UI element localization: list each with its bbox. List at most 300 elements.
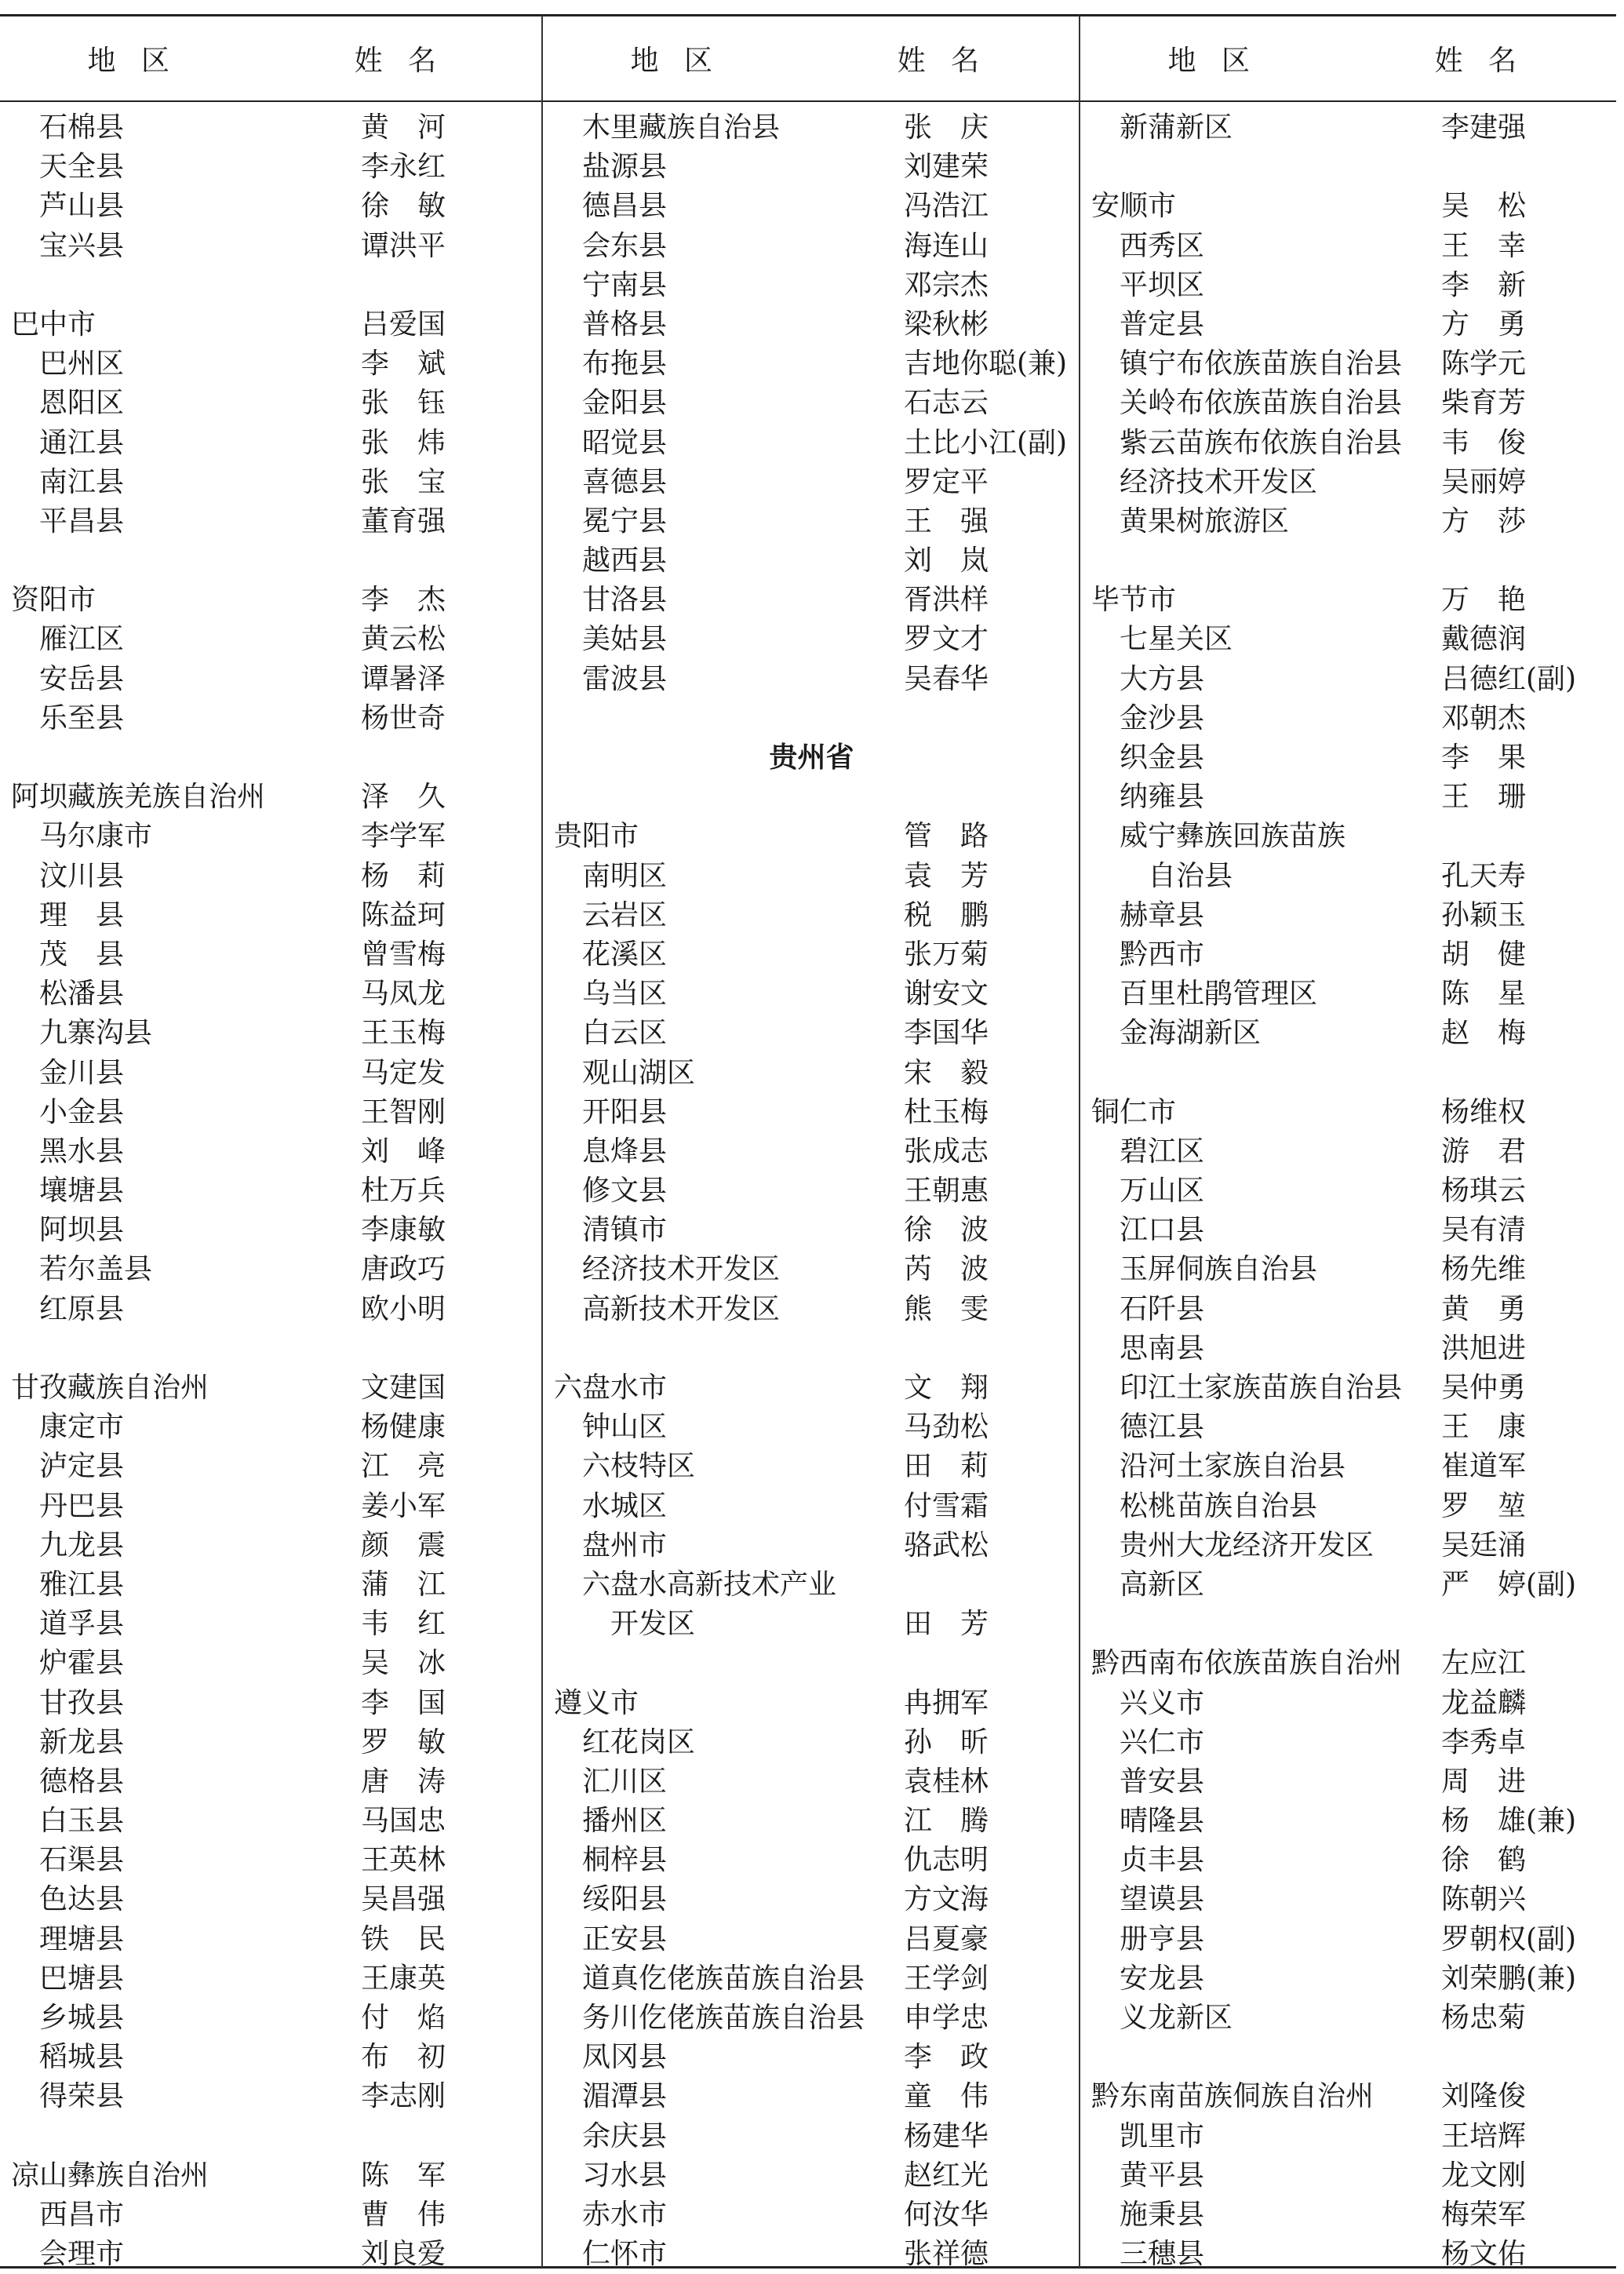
city-row [1080, 1644, 1618, 1683]
person-name: 熊 雯 [904, 1292, 989, 1325]
region-name: 巴塘县 [39, 1962, 125, 1995]
region-name: 金沙县 [1120, 702, 1205, 734]
table-row [0, 1290, 537, 1329]
table-row [0, 463, 537, 502]
region-name: 会东县 [582, 229, 668, 262]
city-row [543, 1684, 1080, 1723]
region-name: 印江土家族苗族自治县 [1120, 1372, 1403, 1404]
table-row [543, 344, 1080, 384]
table-row [1080, 108, 1618, 148]
table-row [1080, 1762, 1618, 1802]
table-row [543, 660, 1080, 699]
region-name: 理塘县 [39, 1922, 125, 1955]
region-name: 望谟县 [1120, 1883, 1205, 1916]
region-name: 芦山县 [39, 190, 125, 223]
spacer-row [543, 1644, 1080, 1683]
header-region: 地区 [630, 44, 738, 77]
header-name: 姓名 [1434, 44, 1542, 77]
region-name: 石阡县 [1120, 1292, 1205, 1325]
table-row [0, 1565, 537, 1605]
table-row [1080, 266, 1618, 305]
table-row [543, 1211, 1080, 1250]
region-name: 泸定县 [39, 1450, 125, 1483]
region-name: 金海湖新区 [1120, 1017, 1262, 1050]
region-name: 安顺市 [1091, 190, 1177, 223]
person-name: 吕德红(副) [1441, 662, 1577, 695]
person-name: 刘建荣 [904, 151, 989, 184]
region-name: 开发区 [610, 1608, 696, 1641]
region-name: 开阳县 [582, 1095, 668, 1128]
table-row [543, 1999, 1080, 2038]
table-row [543, 1841, 1080, 1880]
table-row [0, 620, 537, 659]
person-name: 杨维权 [1441, 1095, 1527, 1128]
person-name: 税 鹏 [904, 898, 989, 931]
region-name: 汇川区 [582, 1765, 668, 1798]
person-name: 杨 莉 [361, 859, 446, 892]
table-row [543, 2235, 1080, 2274]
table-row [543, 2077, 1080, 2116]
region-name: 赤水市 [582, 2198, 668, 2231]
table-row [543, 1920, 1080, 1959]
table-row [543, 1014, 1080, 1053]
person-name: 陈学元 [1441, 348, 1527, 381]
region-name: 兴义市 [1120, 1686, 1205, 1719]
person-name: 杨世奇 [361, 702, 446, 734]
region-name: 道真仡佬族苗族自治县 [582, 1962, 865, 1995]
region-name: 阿坝藏族羌族自治州 [11, 781, 266, 814]
region-name: 百里杜鹃管理区 [1120, 978, 1318, 1011]
region-name: 甘孜藏族自治州 [11, 1372, 209, 1404]
region-name: 安岳县 [39, 662, 125, 695]
person-name: 铁 民 [361, 1922, 446, 1955]
region-name: 关岭布依族苗族自治县 [1120, 387, 1403, 420]
region-name: 小金县 [39, 1095, 125, 1128]
region-name: 汶川县 [39, 859, 125, 892]
region-name: 盘州市 [582, 1529, 668, 1562]
table-row [0, 502, 537, 541]
region-name: 威宁彝族回族苗族 [1120, 820, 1346, 853]
region-name: 冕宁县 [582, 505, 668, 538]
person-name: 方文海 [904, 1883, 989, 1916]
region-name: 务川仡佬族苗族自治县 [582, 2002, 865, 2034]
spacer-row [1080, 541, 1618, 581]
table-row [543, 1172, 1080, 1211]
table-row [1080, 660, 1618, 699]
region-name: 清镇市 [582, 1214, 668, 1247]
table-row [0, 2038, 537, 2077]
spacer-row [0, 266, 537, 305]
table-row [543, 2117, 1080, 2156]
table-row [543, 108, 1080, 148]
person-name: 谭暑泽 [361, 662, 446, 695]
person-name: 付 焰 [361, 2002, 446, 2034]
person-name: 张 钰 [361, 387, 446, 420]
region-name: 桐梓县 [582, 1844, 668, 1877]
person-name: 冯浩江 [904, 190, 989, 223]
region-name: 三穗县 [1120, 2238, 1205, 2271]
person-name: 杨 雄(兼) [1441, 1805, 1577, 1838]
person-name: 土比小江(副) [904, 426, 1068, 459]
person-name: 马凤龙 [361, 978, 446, 1011]
table-row [1080, 1368, 1618, 1408]
person-name: 田 莉 [904, 1450, 989, 1483]
spacer-row [543, 699, 1080, 738]
table-row [1080, 2156, 1618, 2196]
table-row [1080, 857, 1618, 896]
person-name: 胡 健 [1441, 938, 1527, 971]
table-row [0, 699, 537, 738]
person-name: 吴有清 [1441, 1214, 1527, 1247]
table-row [0, 2235, 537, 2274]
table-row [543, 975, 1080, 1014]
region-name: 镇宁布依族苗族自治县 [1120, 348, 1403, 381]
person-name: 李秀卓 [1441, 1726, 1527, 1758]
person-name: 刘良爱 [361, 2238, 446, 2271]
region-name: 玉屏侗族自治县 [1120, 1253, 1318, 1286]
person-name: 袁桂林 [904, 1765, 989, 1798]
region-name: 壤塘县 [39, 1175, 125, 1208]
region-name: 巴州区 [39, 348, 125, 381]
region-name: 习水县 [582, 2159, 668, 2192]
table-row [543, 620, 1080, 659]
table-row [0, 1762, 537, 1802]
table-row [543, 1605, 1080, 1644]
person-name: 董育强 [361, 505, 446, 538]
person-name: 杨健康 [361, 1411, 446, 1444]
province-heading [543, 738, 1080, 778]
person-name: 李国华 [904, 1017, 989, 1050]
person-name: 罗 堃 [1441, 1489, 1527, 1522]
person-name: 方 莎 [1441, 505, 1527, 538]
person-name: 刘 岚 [904, 545, 989, 578]
table-row [543, 1487, 1080, 1526]
table-row [543, 1723, 1080, 1762]
region-name: 安龙县 [1120, 1962, 1205, 1995]
person-name: 万 艳 [1441, 584, 1527, 617]
table-row [0, 148, 537, 187]
region-name: 通江县 [39, 426, 125, 459]
region-name: 织金县 [1120, 742, 1205, 774]
person-name: 李建强 [1441, 111, 1527, 144]
region-name: 黔东南苗族侗族自治州 [1091, 2080, 1375, 2113]
person-name: 张 庆 [904, 111, 989, 144]
person-name: 刘荣鹏(兼) [1441, 1962, 1577, 1995]
person-name: 蒲 江 [361, 1568, 446, 1601]
spacer-row [543, 778, 1080, 817]
city-row [1080, 1093, 1618, 1132]
city-row [0, 778, 537, 817]
person-name: 戴德润 [1441, 623, 1527, 656]
region-name: 金川县 [39, 1056, 125, 1089]
region-name: 黔西南布依族苗族自治州 [1091, 1647, 1403, 1680]
region-name: 宁南县 [582, 268, 668, 301]
person-name: 芮 波 [904, 1253, 989, 1286]
table-row [543, 857, 1080, 896]
region-name: 纳雍县 [1120, 781, 1205, 814]
region-name: 德昌县 [582, 190, 668, 223]
table-row [0, 1802, 537, 1841]
table-row [0, 384, 537, 423]
table-row [543, 2156, 1080, 2196]
spacer-row [0, 541, 537, 581]
table-row [1080, 344, 1618, 384]
person-name: 王康英 [361, 1962, 446, 1995]
region-name: 雁江区 [39, 623, 125, 656]
table-header-col-3 [1080, 16, 1616, 100]
person-name: 龙益麟 [1441, 1686, 1527, 1719]
table-row [1080, 896, 1618, 935]
region-name: 六盘水市 [554, 1372, 668, 1404]
person-name: 谭洪平 [361, 229, 446, 262]
region-name: 钟山区 [582, 1411, 668, 1444]
table-row [0, 1408, 537, 1447]
region-name: 红原县 [39, 1292, 125, 1325]
table-row [1080, 1290, 1618, 1329]
table-row [543, 424, 1080, 463]
table-row [0, 660, 537, 699]
table-row [1080, 1999, 1618, 2038]
person-name: 罗文才 [904, 623, 989, 656]
region-name: 贞丰县 [1120, 1844, 1205, 1877]
table-row [0, 424, 537, 463]
table-row [1080, 424, 1618, 463]
person-name: 王 幸 [1441, 229, 1527, 262]
region-name: 九龙县 [39, 1529, 125, 1562]
person-name: 唐政巧 [361, 1253, 446, 1286]
region-name: 凤冈县 [582, 2041, 668, 2074]
person-name: 徐 鹤 [1441, 1844, 1527, 1877]
person-name: 罗 敏 [361, 1726, 446, 1758]
person-name: 徐 敏 [361, 190, 446, 223]
person-name: 胥洪样 [904, 584, 989, 617]
table-row [1080, 1211, 1618, 1250]
person-name: 何汝华 [904, 2198, 989, 2231]
region-name: 大方县 [1120, 662, 1205, 695]
region-name: 平坝区 [1120, 268, 1205, 301]
region-name: 阿坝县 [39, 1214, 125, 1247]
header-region: 地区 [87, 44, 195, 77]
region-name: 贵州大龙经济开发区 [1120, 1529, 1375, 1562]
table-row [543, 581, 1080, 620]
table-row [543, 1880, 1080, 1919]
region-name: 水城区 [582, 1489, 668, 1522]
table-row [543, 1132, 1080, 1172]
table-row [543, 1565, 1080, 1605]
spacer-row [1080, 1054, 1618, 1093]
table-row [0, 1999, 537, 2038]
table-row [1080, 1565, 1618, 1605]
region-name: 新龙县 [39, 1726, 125, 1758]
region-name: 普安县 [1120, 1765, 1205, 1798]
region-name: 西秀区 [1120, 229, 1205, 262]
region-name: 正安县 [582, 1922, 668, 1955]
region-name: 普定县 [1120, 308, 1205, 341]
table-row [0, 1920, 537, 1959]
region-name: 黄平县 [1120, 2159, 1205, 2192]
person-name: 孙 昕 [904, 1726, 989, 1758]
person-name: 李康敏 [361, 1214, 446, 1247]
city-row [0, 2156, 537, 2196]
person-name: 王英林 [361, 1844, 446, 1877]
spacer-row [0, 1329, 537, 1368]
table-column-2 [543, 108, 1080, 2274]
person-name: 王智刚 [361, 1095, 446, 1128]
table-row [543, 227, 1080, 266]
person-name: 泽 久 [361, 781, 446, 814]
person-name: 李 果 [1441, 742, 1527, 774]
region-name: 德格县 [39, 1765, 125, 1798]
person-name: 赵红光 [904, 2159, 989, 2192]
region-name: 思南县 [1120, 1332, 1205, 1365]
person-name: 杜万兵 [361, 1175, 446, 1208]
region-name: 美姑县 [582, 623, 668, 656]
table-row [1080, 620, 1618, 659]
spacer-row [1080, 2038, 1618, 2077]
region-name: 凉山彝族自治州 [11, 2159, 209, 2192]
city-row [0, 1368, 537, 1408]
table-row [543, 2196, 1080, 2235]
table-row [0, 1605, 537, 1644]
region-name: 湄潭县 [582, 2080, 668, 2113]
person-name: 谢安文 [904, 978, 989, 1011]
table-row [543, 1802, 1080, 1841]
region-name: 兴仁市 [1120, 1726, 1205, 1758]
region-name: 茂 县 [39, 938, 125, 971]
table-row [1080, 1487, 1618, 1526]
region-name: 凯里市 [1120, 2119, 1205, 2152]
person-name: 江 亮 [361, 1450, 446, 1483]
region-name: 宝兴县 [39, 229, 125, 262]
table-row [0, 108, 537, 148]
table-row [0, 1093, 537, 1132]
region-name: 仁怀市 [582, 2238, 668, 2271]
region-name: 七星关区 [1120, 623, 1233, 656]
person-name: 宋 毅 [904, 1056, 989, 1089]
person-name: 杨忠菊 [1441, 2002, 1527, 2034]
table-row [543, 1762, 1080, 1802]
region-name: 万山区 [1120, 1175, 1205, 1208]
person-name: 吴 冰 [361, 1647, 446, 1680]
table-row [543, 2038, 1080, 2077]
person-name: 江 腾 [904, 1805, 989, 1838]
person-name: 仇志明 [904, 1844, 989, 1877]
spacer-row [0, 738, 537, 778]
person-name: 梅荣军 [1441, 2198, 1527, 2231]
table-column-3 [1080, 108, 1618, 2274]
region-name: 修文县 [582, 1175, 668, 1208]
region-name: 赫章县 [1120, 898, 1205, 931]
person-name: 吴昌强 [361, 1883, 446, 1916]
header-name: 姓名 [354, 44, 462, 77]
region-name: 贵阳市 [554, 820, 639, 853]
region-name: 布拖县 [582, 348, 668, 381]
person-name: 吕爱国 [361, 308, 446, 341]
person-name: 冉拥军 [904, 1686, 989, 1719]
region-name: 铜仁市 [1091, 1095, 1177, 1128]
table-row [0, 1684, 537, 1723]
region-name: 义龙新区 [1120, 2002, 1233, 2034]
person-name: 王玉梅 [361, 1017, 446, 1050]
table-row [1080, 305, 1618, 344]
region-name: 白玉县 [39, 1805, 125, 1838]
person-name: 吴丽婷 [1441, 465, 1527, 498]
person-name: 童 伟 [904, 2080, 989, 2113]
region-name: 平昌县 [39, 505, 125, 538]
table-column-1 [0, 108, 537, 2274]
province-name: 贵州省 [769, 742, 854, 774]
person-name: 赵 梅 [1441, 1017, 1527, 1050]
person-name: 李 斌 [361, 348, 446, 381]
region-name: 南江县 [39, 465, 125, 498]
spacer-row [1080, 148, 1618, 187]
region-name: 乌当区 [582, 978, 668, 1011]
region-name: 昭觉县 [582, 426, 668, 459]
region-name: 稻城县 [39, 2041, 125, 2074]
person-name: 申学忠 [904, 2002, 989, 2034]
table-row [1080, 2117, 1618, 2156]
region-name: 碧江区 [1120, 1135, 1205, 1168]
header-name: 姓名 [897, 44, 1005, 77]
person-name: 梁秋彬 [904, 308, 989, 341]
table-row [1080, 817, 1618, 856]
person-name: 李学军 [361, 820, 446, 853]
region-name: 高新区 [1120, 1568, 1205, 1601]
region-name: 六枝特区 [582, 1450, 696, 1483]
spacer-row [0, 2117, 537, 2156]
table-row [1080, 2196, 1618, 2235]
person-name: 杨建华 [904, 2119, 989, 2152]
region-name: 晴隆县 [1120, 1805, 1205, 1838]
region-name: 喜德县 [582, 465, 668, 498]
table-row [1080, 1959, 1618, 1999]
table-row [0, 975, 537, 1014]
person-name: 王培辉 [1441, 2119, 1527, 2152]
person-name: 李 杰 [361, 584, 446, 617]
region-name: 乡城县 [39, 2002, 125, 2034]
table-row [1080, 699, 1618, 738]
table-row [1080, 1841, 1618, 1880]
person-name: 柴育芳 [1441, 387, 1527, 420]
spacer-row [543, 1329, 1080, 1368]
table-row [1080, 1447, 1618, 1486]
table-row [543, 1447, 1080, 1486]
person-name: 王 珊 [1441, 781, 1527, 814]
person-name: 王朝惠 [904, 1175, 989, 1208]
person-name: 姜小军 [361, 1489, 446, 1522]
table-row [543, 1054, 1080, 1093]
region-name: 紫云苗族布依族自治县 [1120, 426, 1403, 459]
table-row [543, 935, 1080, 975]
person-name: 李志刚 [361, 2080, 446, 2113]
person-name: 文 翔 [904, 1372, 989, 1404]
person-name: 邓朝杰 [1441, 702, 1527, 734]
person-name: 黄 勇 [1441, 1292, 1527, 1325]
table-row [0, 1132, 537, 1172]
table-row [1080, 463, 1618, 502]
person-name: 王 强 [904, 505, 989, 538]
table-row [0, 1487, 537, 1526]
person-name: 游 君 [1441, 1135, 1527, 1168]
person-name: 陈朝兴 [1441, 1883, 1527, 1916]
table-row [0, 1723, 537, 1762]
table-row [543, 1093, 1080, 1132]
region-name: 雅江县 [39, 1568, 125, 1601]
person-name: 王学剑 [904, 1962, 989, 1995]
table-header-col-1 [0, 16, 541, 100]
person-name: 李 政 [904, 2041, 989, 2074]
table-row [0, 1447, 537, 1486]
